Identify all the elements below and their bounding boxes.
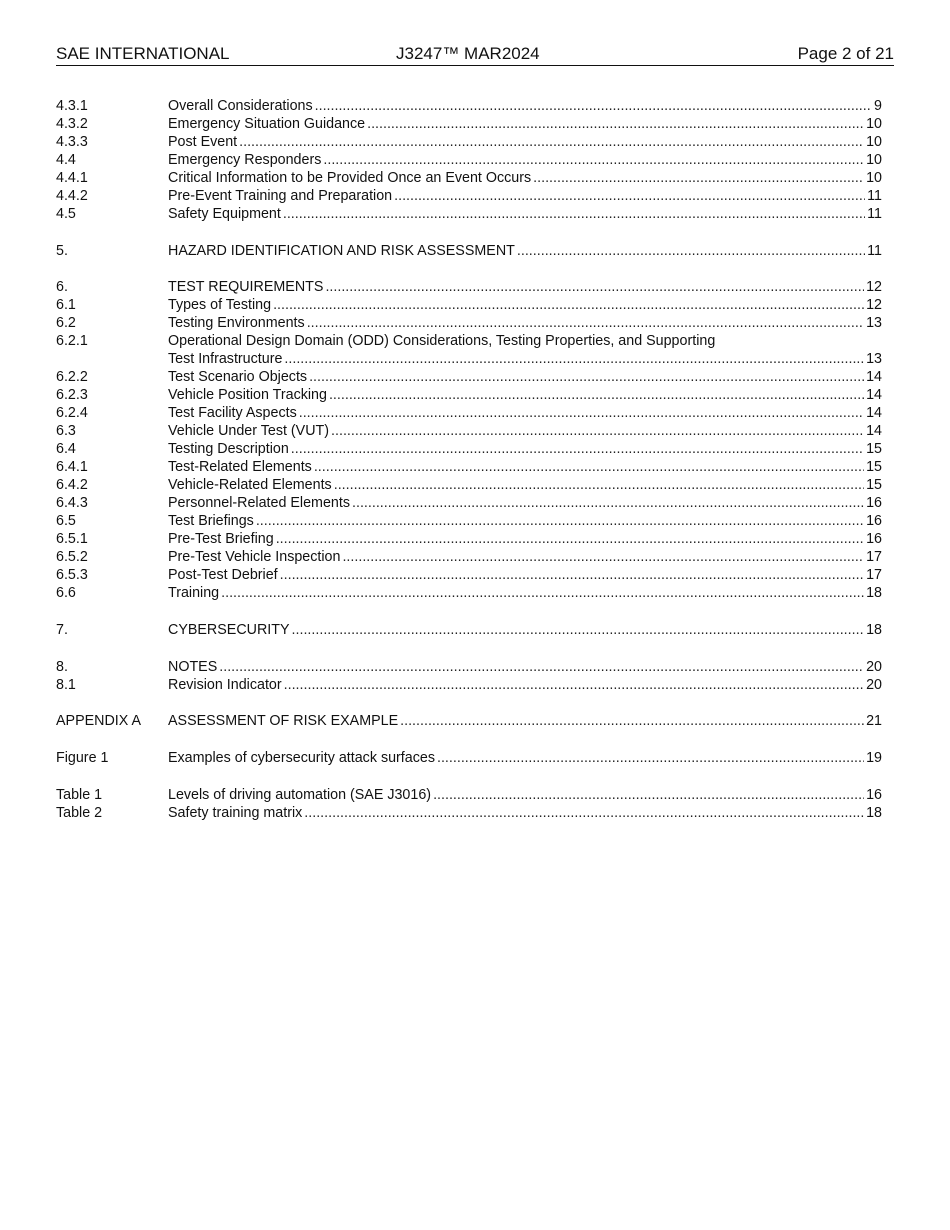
dot-leader (283, 205, 865, 223)
toc-entry-number: 6.2 (56, 315, 76, 332)
toc-entry[interactable] (56, 512, 882, 530)
toc-entry-page: 9 (874, 98, 882, 114)
toc-entry-number: 6.2.4 (56, 405, 88, 422)
toc-entry-title: Vehicle-Related Elements (168, 477, 332, 494)
toc-entry-title: Test Facility Aspects (168, 405, 297, 422)
toc-entry-page: 18 (866, 585, 882, 602)
toc-entry[interactable] (56, 749, 882, 767)
dot-leader (284, 676, 864, 694)
toc-entry[interactable] (56, 676, 882, 694)
toc-entry-page: 16 (866, 495, 882, 512)
toc-entry-title: Vehicle Position Tracking (168, 387, 327, 404)
dot-leader (280, 566, 864, 584)
toc-entry[interactable] (56, 712, 882, 730)
toc-entry-number: 6.5.2 (56, 549, 88, 566)
toc-entry[interactable] (56, 786, 882, 804)
toc-entry[interactable] (56, 332, 882, 368)
toc-entry-page: 15 (866, 441, 882, 458)
toc-entry-page: 14 (866, 405, 882, 422)
toc-entry-title: Safety training matrix (168, 804, 303, 821)
toc-entry-page: 14 (866, 423, 882, 440)
toc-entry-number: APPENDIX A (56, 713, 142, 730)
toc-entry-page: 21 (866, 713, 882, 730)
toc-entry-title: HAZARD IDENTIFICATION AND RISK ASSESSMENT (168, 242, 515, 259)
header-page-number: Page 2 of 21 (797, 44, 894, 63)
toc-entry[interactable] (56, 97, 882, 115)
dot-leader (239, 133, 864, 151)
toc-entry-title: ASSESSMENT OF RISK EXAMPLE (168, 713, 399, 730)
toc-entry-title: Post Event (168, 134, 238, 150)
toc-entry[interactable] (56, 133, 882, 151)
toc-entry[interactable] (56, 151, 882, 169)
toc-entry-page: 10 (866, 152, 882, 168)
toc-entry[interactable] (56, 205, 882, 223)
toc-entry-page: 12 (866, 279, 882, 296)
toc-entry[interactable] (56, 658, 882, 676)
toc-entry-number: 6.2.2 (56, 369, 88, 386)
dot-leader (367, 115, 864, 133)
toc-entry[interactable] (56, 422, 882, 440)
toc-entry[interactable] (56, 458, 882, 476)
dot-leader (219, 658, 864, 676)
toc-entry-title: Testing Environments (168, 315, 305, 332)
toc-entry-number: 6.6 (56, 585, 76, 602)
dot-leader (309, 368, 864, 386)
toc-entry[interactable] (56, 804, 882, 822)
toc-entry-title: Emergency Situation Guidance (168, 116, 366, 132)
dot-leader (342, 548, 864, 566)
header-document-id: J3247™ MAR2024 (396, 44, 540, 63)
toc-entry-page: 13 (866, 315, 882, 332)
dot-leader (331, 422, 864, 440)
toc-entry-page: 17 (866, 549, 882, 566)
toc-entry-number: 6.5.1 (56, 531, 88, 548)
toc-entry-title: Emergency Responders (168, 152, 322, 168)
toc-entry-number: 8.1 (56, 676, 76, 693)
toc-entry-number: 4.4.1 (56, 170, 88, 186)
dot-leader (314, 458, 864, 476)
toc-entry-title-continued: Test Infrastructure (168, 351, 283, 368)
toc-entry-title: Post-Test Debrief (168, 567, 278, 584)
dot-leader (315, 97, 872, 115)
toc-entry[interactable] (56, 386, 882, 404)
toc-entry-number: 6.5 (56, 513, 76, 530)
toc-entry[interactable] (56, 278, 882, 296)
toc-entry-number: 4.4.2 (56, 188, 88, 204)
toc-entry-title: Personnel-Related Elements (168, 495, 350, 512)
toc-entry-page: 11 (867, 188, 882, 204)
dot-leader (334, 476, 864, 494)
toc-entry-number: 8. (56, 658, 68, 675)
toc-entry-title: Critical Information to be Provided Once an Event Occurs (168, 170, 532, 186)
toc-entry-number: 6.5.3 (56, 567, 88, 584)
toc-entry-number: 6.3 (56, 423, 76, 440)
toc-entry-page: 15 (866, 477, 882, 494)
toc-entry-title: Safety Equipment (168, 206, 281, 222)
dot-leader (276, 530, 864, 548)
toc-entry-number: 6.4.1 (56, 459, 88, 476)
toc-entry-title: Pre-Test Briefing (168, 531, 274, 548)
toc-entry-page: 10 (866, 116, 882, 132)
toc-entry-title: Testing Description (168, 441, 289, 458)
dot-leader (517, 242, 865, 260)
toc-entry-number: Table 2 (56, 804, 103, 821)
toc-entry[interactable] (56, 548, 882, 566)
toc-entry-number: 4.3.2 (56, 116, 88, 132)
dot-leader (352, 494, 864, 512)
toc-entry-page: 11 (867, 242, 882, 259)
dot-leader (284, 350, 864, 368)
dot-leader (325, 278, 864, 296)
toc-entry[interactable] (56, 584, 882, 602)
toc-entry-page: 18 (866, 622, 882, 639)
toc-entry-number: 4.5 (56, 206, 76, 222)
toc-entry-page: 20 (866, 676, 882, 693)
toc-entry-page: 11 (867, 206, 882, 222)
page-header (56, 44, 894, 66)
toc-entry-title: Levels of driving automation (SAE J3016) (168, 786, 432, 803)
toc-entry-page: 16 (866, 786, 882, 803)
toc-entry-page: 20 (866, 658, 882, 675)
toc-entry-title: Vehicle Under Test (VUT) (168, 423, 330, 440)
toc-entry[interactable] (56, 314, 882, 332)
toc-entry-title: CYBERSECURITY (168, 622, 290, 639)
dot-leader (292, 621, 865, 639)
toc-entry[interactable] (56, 242, 882, 260)
toc-entry[interactable] (56, 187, 882, 205)
dot-leader (273, 296, 864, 314)
dot-leader (533, 169, 864, 187)
toc-entry-number: 7. (56, 622, 68, 639)
toc-entry[interactable] (56, 476, 882, 494)
toc-entry-title: Pre-Event Training and Preparation (168, 188, 393, 204)
dot-leader (329, 386, 864, 404)
toc-entry-page: 14 (866, 387, 882, 404)
toc-entry-title: NOTES (168, 658, 218, 675)
toc-entry-number: 6. (56, 279, 68, 296)
toc-entry-page: 19 (866, 750, 882, 767)
toc-entry-number: 4.3.3 (56, 134, 88, 150)
toc-entry[interactable] (56, 494, 882, 512)
dot-leader (304, 804, 864, 822)
toc-entry-page: 16 (866, 513, 882, 530)
toc-entry-title: Test-Related Elements (168, 459, 312, 476)
toc-entry-page: 13 (866, 351, 882, 368)
toc-entry-page: 10 (866, 134, 882, 150)
dot-leader (394, 187, 865, 205)
toc-entry-title: Examples of cybersecurity attack surfaces (168, 750, 435, 767)
toc-entry-number: 4.3.1 (56, 98, 88, 114)
header-organization: SAE INTERNATIONAL (56, 44, 230, 63)
dot-leader (307, 314, 864, 332)
toc-entry-number: 6.1 (56, 297, 76, 314)
toc-entry[interactable] (56, 566, 882, 584)
toc-entry-page: 17 (866, 567, 882, 584)
toc-entry-page: 10 (866, 170, 882, 186)
toc-entry[interactable] (56, 440, 882, 458)
toc-entry-title: Pre-Test Vehicle Inspection (168, 549, 341, 566)
dot-leader (291, 440, 864, 458)
toc-entry-title: Revision Indicator (168, 676, 282, 693)
toc-entry-page: 15 (866, 459, 882, 476)
toc-entry[interactable] (56, 621, 882, 639)
toc-entry-title: Training (168, 585, 220, 602)
toc-entry[interactable] (56, 530, 882, 548)
toc-entry-title: Test Briefings (168, 513, 254, 530)
toc-entry-number: 6.4.3 (56, 495, 88, 512)
toc-entry-page: 18 (866, 804, 882, 821)
dot-leader (400, 712, 864, 730)
dot-leader (433, 786, 864, 804)
toc-entry-page: 12 (866, 297, 882, 314)
toc-entry-number: 6.2.3 (56, 387, 88, 404)
toc-entry-number: 6.4 (56, 441, 76, 458)
toc-entry-title: Types of Testing (168, 297, 272, 314)
toc-entry-number: Table 1 (56, 786, 103, 803)
toc-entry[interactable] (56, 404, 882, 422)
toc-entry[interactable] (56, 368, 882, 386)
dot-leader (323, 151, 864, 169)
toc-entry-number: 6.4.2 (56, 477, 88, 494)
toc-entry-title: Test Scenario Objects (168, 369, 308, 386)
dot-leader (299, 404, 864, 422)
toc-entry-page: 16 (866, 531, 882, 548)
dot-leader (437, 749, 864, 767)
toc-entry[interactable] (56, 169, 882, 187)
toc-entry-number: 6.2.1 (56, 333, 88, 350)
toc-entry-number: Figure 1 (56, 750, 109, 767)
toc-entry-number: 5. (56, 242, 68, 259)
toc-entry-page: 14 (866, 369, 882, 386)
toc-entry-number: 4.4 (56, 152, 76, 168)
toc-entry-title: Operational Design Domain (ODD) Considerations, Testing Properties, and Supporting (168, 333, 716, 350)
toc-entry[interactable] (56, 296, 882, 314)
table-of-contents (56, 97, 882, 822)
dot-leader (256, 512, 864, 530)
toc-entry-title: TEST REQUIREMENTS (168, 279, 324, 296)
toc-entry[interactable] (56, 115, 882, 133)
toc-entry-title: Overall Considerations (168, 98, 313, 114)
dot-leader (221, 584, 864, 602)
